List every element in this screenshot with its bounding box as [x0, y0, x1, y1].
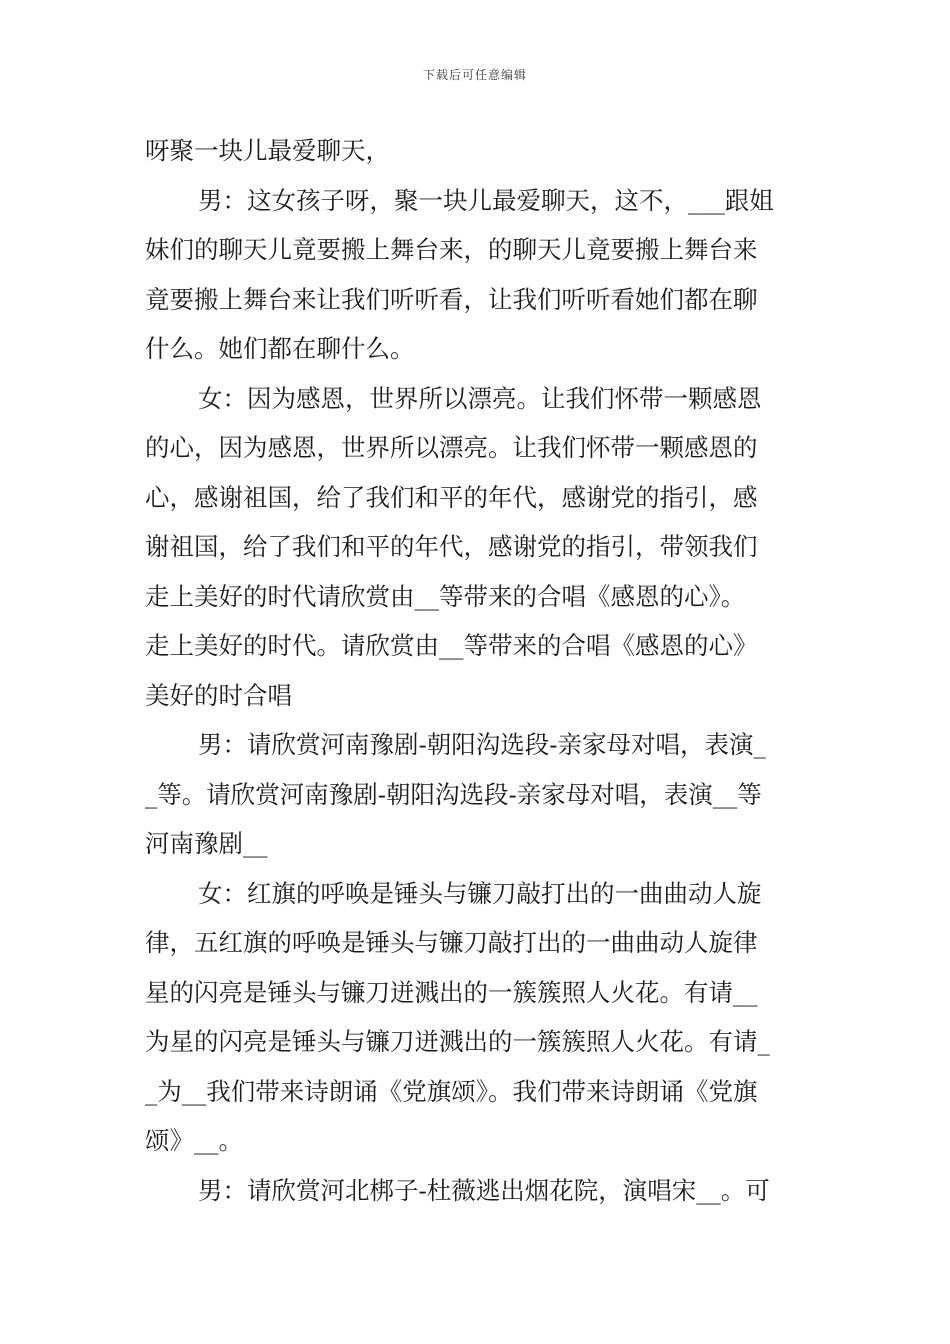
text-line: 呀聚一块儿最爱聊天， — [145, 136, 390, 165]
text-line: 什么。她们都在聊什么。 — [145, 334, 415, 363]
text-line: 男：请欣赏河南豫剧-朝阳沟选段-亲家母对唱，表演_ — [198, 730, 766, 759]
text-line: 律，五红旗的呼唤是锤头与镰刀敲打出的一曲曲动人旋律 — [145, 928, 758, 957]
text-line: _等。请欣赏河南豫剧-朝阳沟选段-亲家母对唱，表演__等 — [145, 779, 762, 809]
text-line: 美好的时合唱 — [145, 680, 292, 710]
text-line: 女：红旗的呼唤是锤头与镰刀敲打出的一曲曲动人旋 — [198, 878, 762, 908]
text-line: 走上美好的时代。请欣赏由__等带来的合唱《感恩的心》 — [145, 631, 758, 660]
text-line: 女：因为感恩，世界所以漂亮。让我们怀带一颗感恩 — [198, 383, 762, 413]
text-line: 星的闪亮是锤头与镰刀迸溅出的一簇簇照人火花。有请__ — [145, 977, 758, 1007]
text-line: 河南豫剧__ — [145, 829, 268, 858]
text-line: 竟要搬上舞台来让我们听听看，让我们听听看她们都在聊 — [145, 284, 758, 314]
text-line: 男：请欣赏河北梆子-杜薇逃出烟花院，演唱宋__。可 — [198, 1175, 770, 1205]
text-line: 谢祖国，给了我们和平的年代，感谢党的指引，带领我们 — [145, 532, 758, 561]
text-line: 颂》__。 — [145, 1126, 243, 1155]
text-line: 男：这女孩子呀，聚一块儿最爱聊天，这不，___跟姐 — [198, 185, 774, 215]
text-line: 心，感谢祖国，给了我们和平的年代，感谢党的指引，感 — [145, 482, 758, 512]
text-line: _为__我们带来诗朗诵《党旗颂》。我们带来诗朗诵《党旗 — [145, 1076, 758, 1106]
text-line: 走上美好的时代请欣赏由__等带来的合唱《感恩的心》。 — [145, 581, 746, 611]
page-header: 下载后可任意编辑 — [422, 68, 527, 82]
text-line: 的心，因为感恩，世界所以漂亮。让我们怀带一颗感恩的 — [145, 433, 758, 462]
text-line: 为星的闪亮是锤头与镰刀迸溅出的一簇簇照人火花。有请_ — [145, 1027, 770, 1056]
text-line: 妹们的聊天儿竟要搬上舞台来，的聊天儿竟要搬上舞台来 — [145, 235, 758, 264]
document-body — [145, 126, 813, 1215]
